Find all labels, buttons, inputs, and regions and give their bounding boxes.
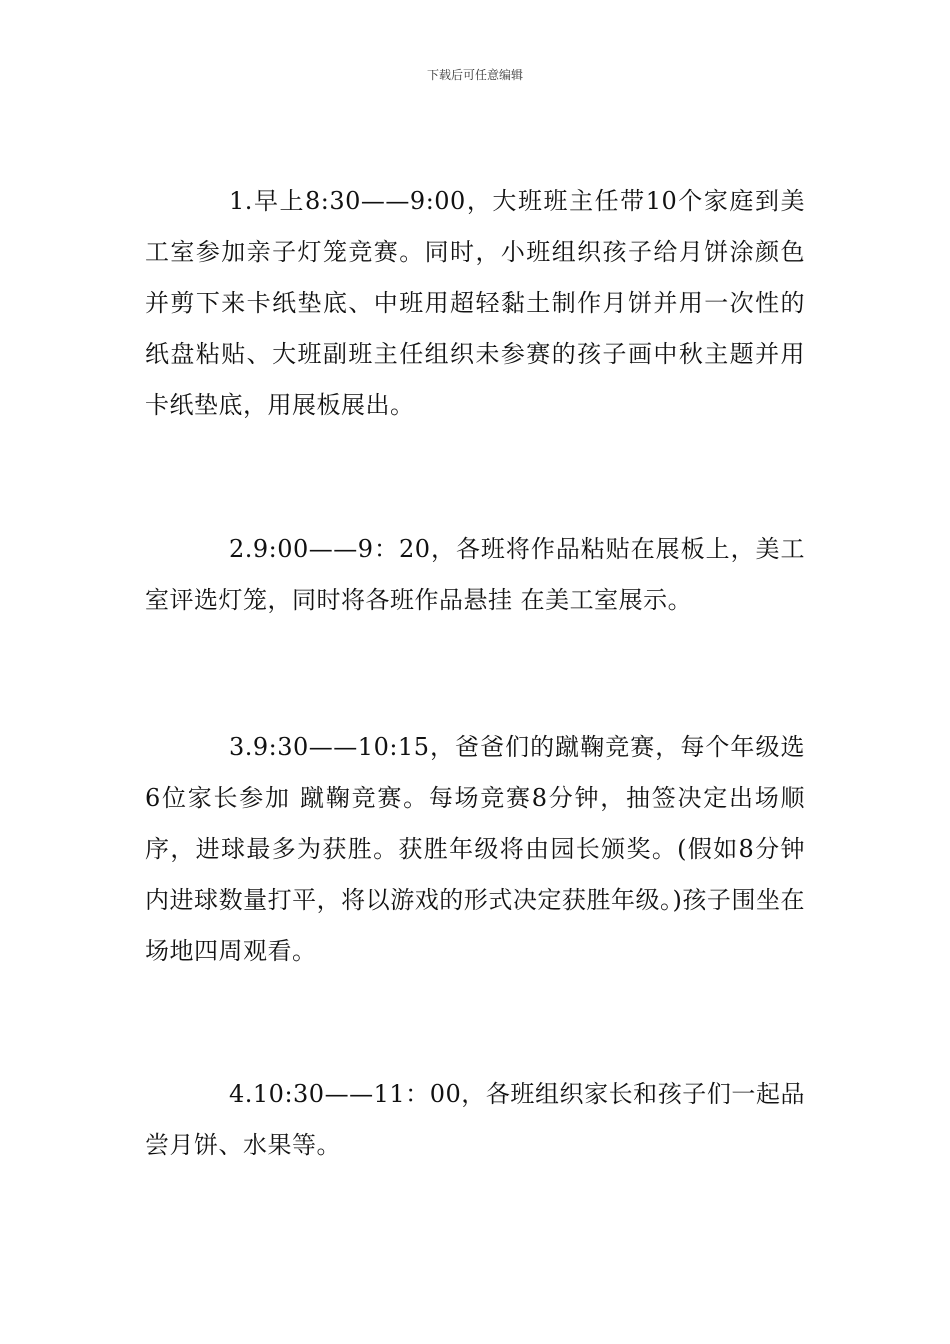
paragraph-item-3: 3.9:30——10:15，爸爸们的蹴鞠竞赛，每个年级选6位家长参加 蹴鞠竞赛。每场竞赛8分钟，抽签决定出场顺序，进球最多为获胜。获胜年级将由园长颁奖。(假如8分钟内进球数量打平，将以游戏的形式决定获胜年级。)孩子围坐在场地四周观看。 [145, 733, 805, 965]
paragraph-item-4: 4.10:30——11：00，各班组织家长和孩子们一起品尝月饼、水果等。 [145, 1080, 805, 1159]
paragraph-item-2: 2.9:00——9：20，各班将作品粘贴在展板上，美工室评选灯笼，同时将各班作品悬挂 在美工室展示。 [145, 535, 805, 614]
header-note: 下载后可任意编辑 [426, 68, 523, 82]
paragraph-item-1: 1.早上8:30——9:00，大班班主任带10个家庭到美工室参加亲子灯笼竞赛。同时，小班组织孩子给月饼涂颜色并剪下来卡纸垫底、中班用超轻黏土制作月饼并用一次性的纸盘粘贴、大班副班主任组织未参赛的孩子画中秋主题并用卡纸垫底，用展板展出。 [145, 187, 805, 419]
